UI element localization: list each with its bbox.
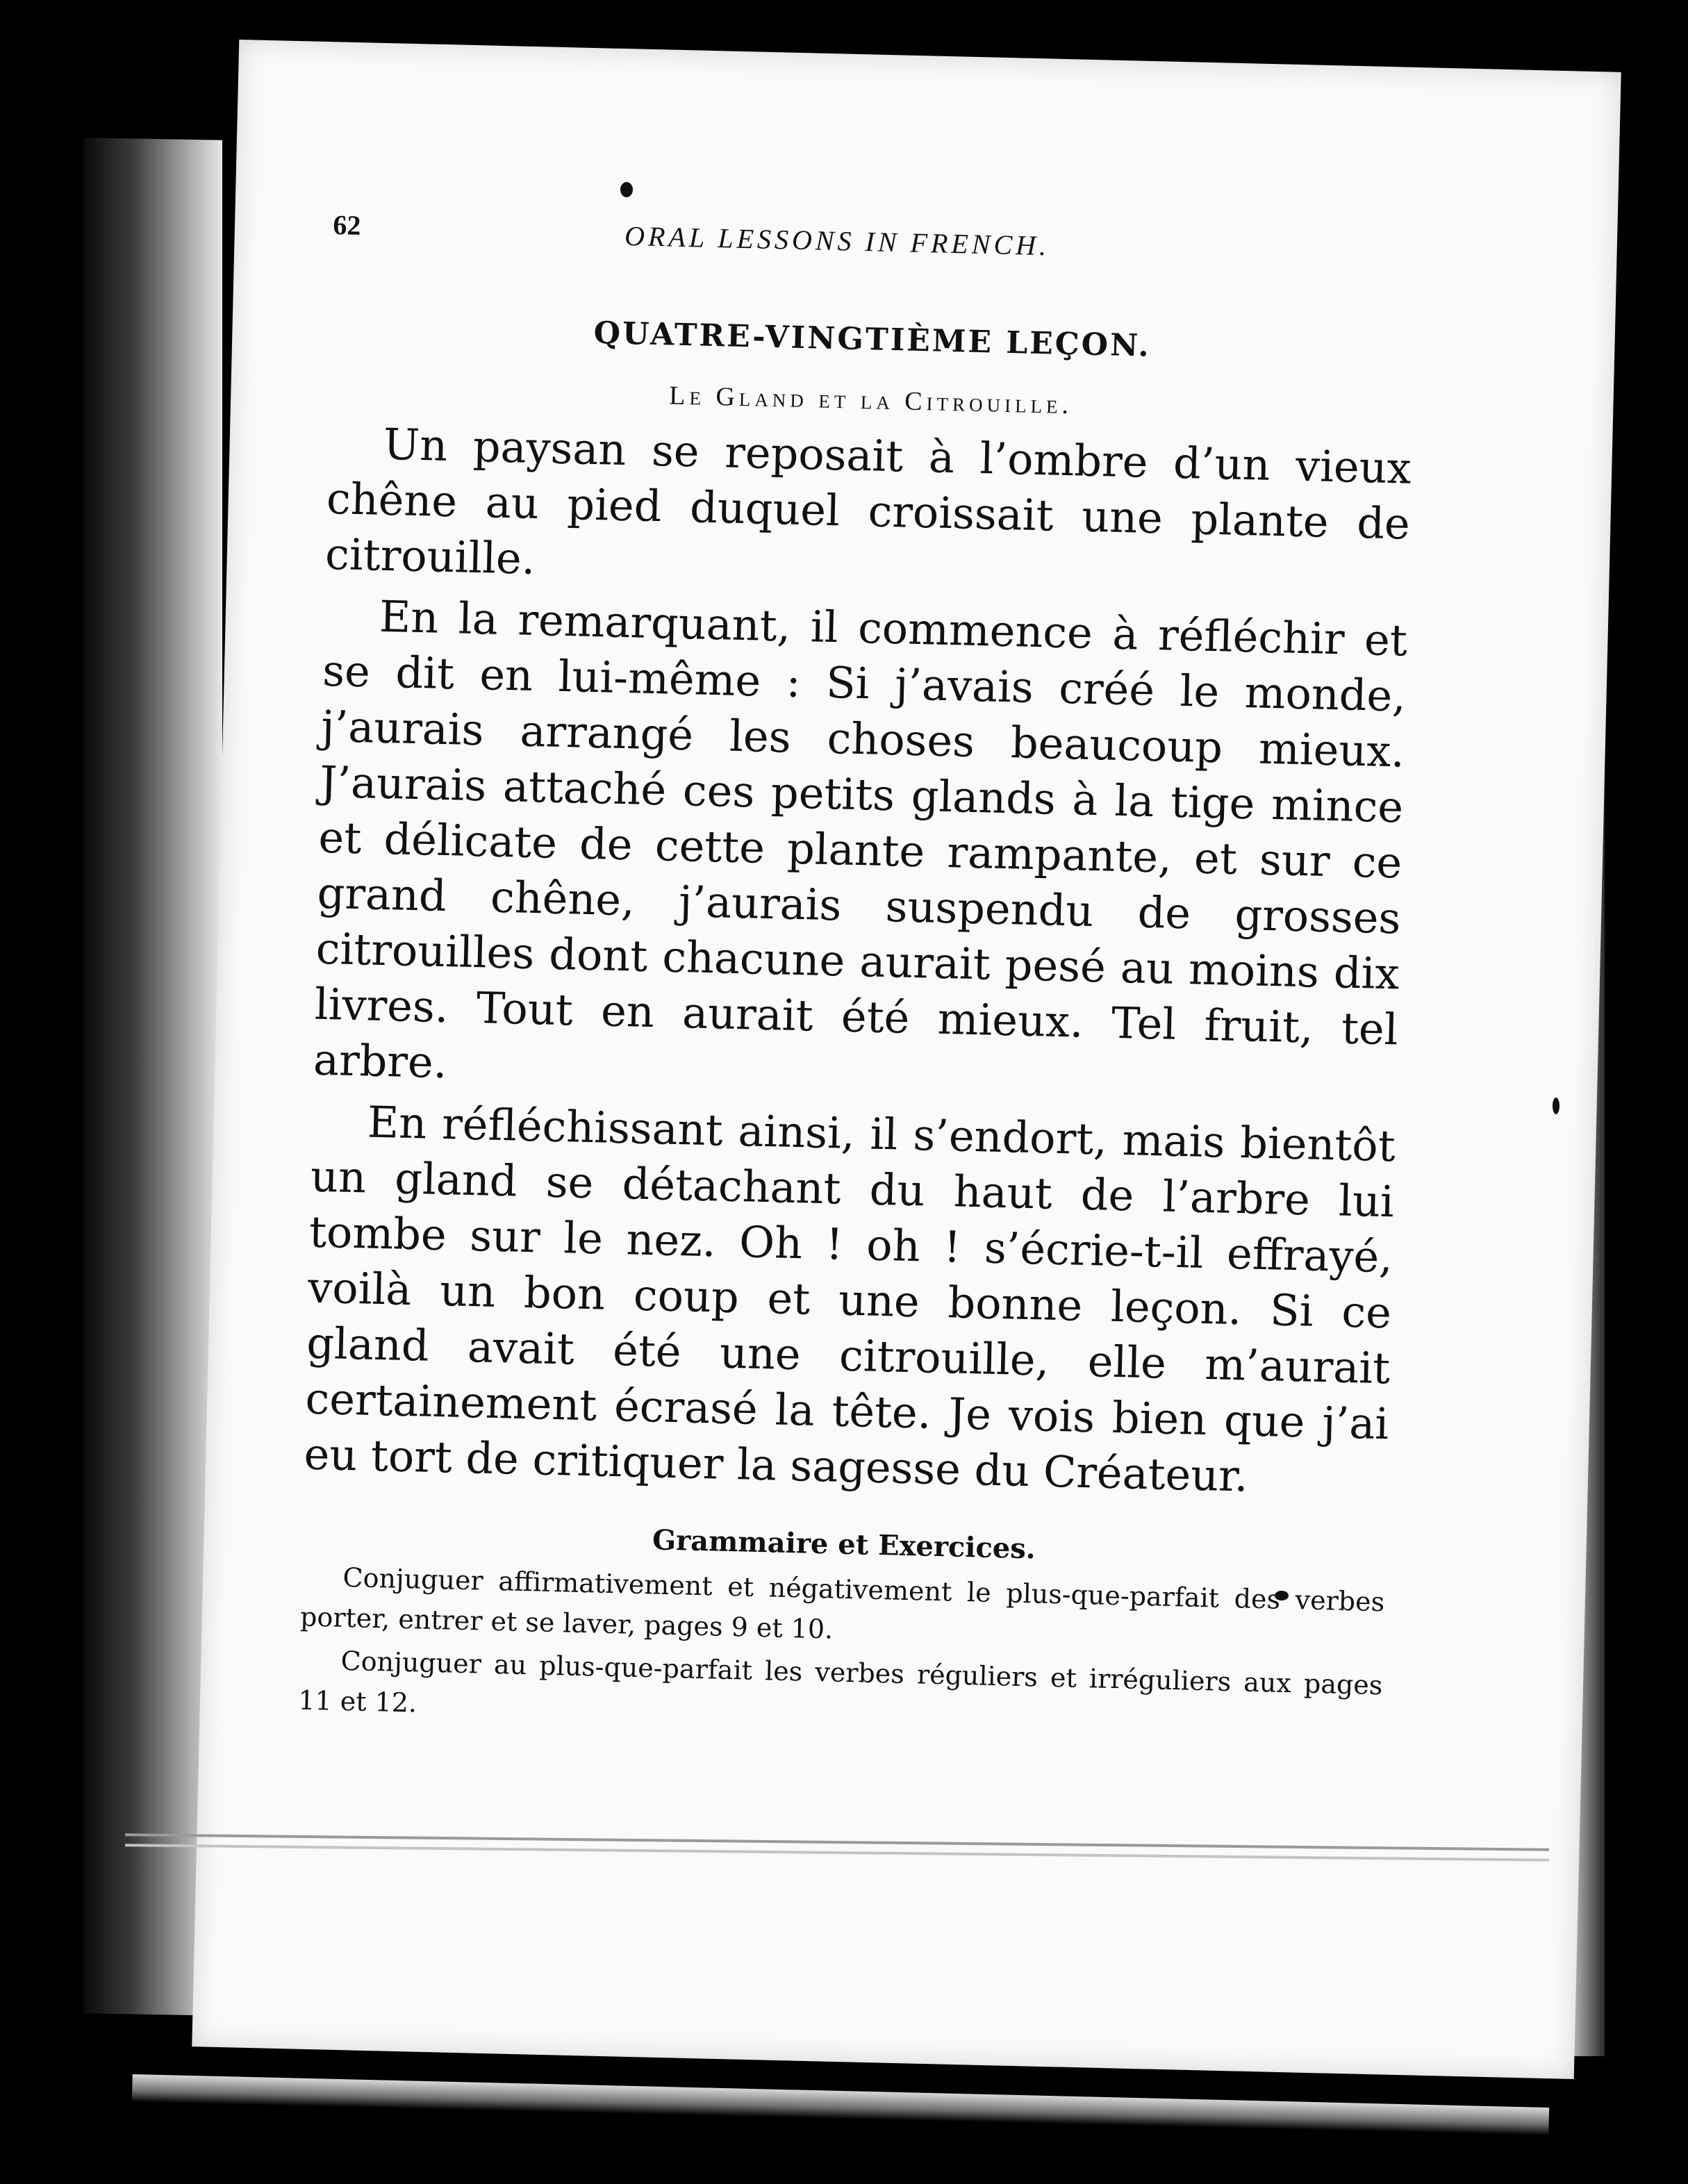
paragraph: Un paysan se reposait à l’ombre d’un vieux chêne au pied duquel croissait une plante de citrouille. [324,418,1412,584]
ink-speck [1553,1098,1559,1114]
lesson-title: QUATRE-VINGTIÈME LEÇON. [593,315,1152,364]
page-content [298,208,1417,1748]
lesson-subtitle: Le Gland et la Citrouille. [668,381,1073,420]
paragraph: En réfléchissant ainsi, il s’endort, mais bientôt un gland se détachant du haut de l’arbre lui tombe sur le nez. Oh ! oh ! s’écrie-t-il effrayé, voilà un bon coup et une bonne leçon. Si ce gland avait été une citrouille, elle m’aurait certainement écrasé la tête. Je vois bien que j’ai eu tort de critiquer la sagesse du Créateur. [303,1096,1396,1502]
running-head-title: ORAL LESSONS IN FRENCH. [624,220,1050,262]
page-number: 62 [332,208,361,241]
grammar-heading: Grammaire et Exercices. [652,1523,1036,1566]
exercise-item: Conjuguer au plus-que-parfait les verbes réguliers et irréguliers aux pages 11 et 12. [297,1645,1383,1719]
exercise-list [298,1556,1385,1746]
lesson-text [304,415,1412,1507]
ink-speck [620,182,633,197]
exercise-item: Conjuguer affirmativement et négativement le plus-que-parfait des verbes porter, entrer et se laver, pages 9 et 10. [299,1562,1385,1645]
paragraph: En la remarquant, il commence à réfléchir et se dit en lui-même : Si j’avais créé le monde, j’aurais arrangé les choses beaucoup mieux. J’aurais attaché ces petits glands à la tige mince et délicate de cette plante rampante, et sur ce grand chêne, j’aurais suspendu de grosses citrouilles dont chacune aurait pesé au moins dix livres. Tout en aurait été mieux. Tel fruit, tel arbre. [313,590,1408,1089]
